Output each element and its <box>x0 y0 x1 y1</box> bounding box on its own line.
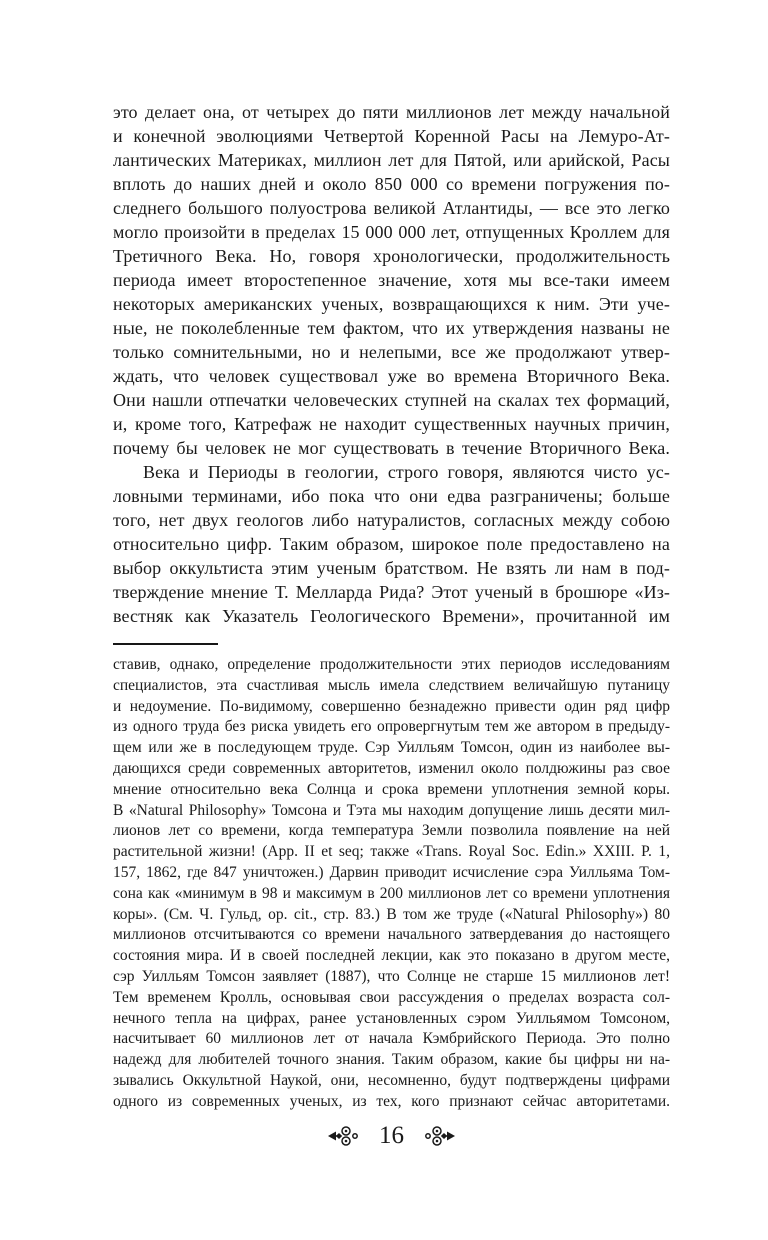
footnote-line: щем или же в последующем труде. Сэр Уилльям Томсон, один из наиболее вы- <box>113 739 670 757</box>
body-line: и конечной эволюциями Четвертой Коренной Расы на Лемуро-Ат- <box>113 126 670 146</box>
footnote-line: лионов лет со времени, когда температура Земли позволила появление на ней <box>113 822 670 840</box>
page-number: 16 <box>379 1122 404 1149</box>
body-line: это делает она, от четырех до пяти миллионов лет между начальной <box>113 102 670 122</box>
fleuron-right-icon <box>424 1125 456 1147</box>
body-line: следнего большого полуострова великой Атлантиды, — все это легко <box>113 198 670 218</box>
body-line: того, нет двух геологов либо натуралистов, согласных между собою <box>113 510 670 530</box>
body-line: только сомнительными, но и нелепыми, все же продолжают утвер- <box>113 342 670 362</box>
footnote-line: надежд для любителей точного знания. Таким образом, какие бы цифры ни на- <box>113 1051 670 1069</box>
footnote-line: ставив, однако, определение продолжительности этих периодов исследованиям <box>113 656 670 673</box>
fleuron-left-icon <box>327 1125 359 1147</box>
body-line: ловными терминами, ибо пока что они едва разграничены; больше <box>113 486 670 506</box>
footnote-line: одного из современных ученых, из тех, кого признают сейчас авторитетами. <box>113 1092 670 1110</box>
footnote-line: дающихся среди современных авторитетов, изменил около полдюжины раз свое <box>113 759 670 777</box>
footnote-separator-rule <box>113 643 218 645</box>
footnote-line: и недоумение. По-видимому, совершенно безнадежно привести один ряд цифр <box>113 697 670 715</box>
body-line: и, кроме того, Катрефаж не находит существенных научных причин, <box>113 414 670 434</box>
footnote-line: зывались Оккультной Наукой, они, несомненно, будут подтверждены цифрами <box>113 1071 670 1089</box>
body-line: лантических Материках, миллион лет для Пятой, или арийской, Расы <box>113 150 670 170</box>
body-line: ные, не поколебленные тем фактом, что их утверждения названы не <box>113 318 670 338</box>
footnote-line: из одного труда без риска увидеть его опровергнутым тем же автором в предыду- <box>113 718 670 736</box>
text-column <box>113 100 670 1113</box>
footnote-line: нечного тепла на цифрах, ранее установленных сэром Уилльямом Томсоном, <box>113 1009 670 1027</box>
footnote-line: сона как «минимум в 98 и максимум в 200 миллионов лет со времени уплотнения <box>113 884 670 902</box>
body-line: почему бы человек не мог существовать в течение Вторичного Века. <box>113 438 670 458</box>
footnote-line: состояния мира. И в своей последней лекции, как это показано в другом месте, <box>113 947 670 965</box>
body-line: относительно цифр. Таким образом, широкое поле предоставлено на <box>113 534 670 554</box>
body-line: некоторых американских ученых, возвращающихся к ним. Эти уче- <box>113 294 670 314</box>
footnote-line: коры». (См. Ч. Гульд, op. cit., стр. 83.) В том же труде («Natural Philosophy») 80 <box>113 905 670 923</box>
page-footer <box>113 1122 670 1150</box>
body-line: выбор оккультиста этим ученым братством. Не взять ли нам в под- <box>113 558 670 578</box>
body-line: могло произойти в пределах 15 000 000 лет, отпущенных Кроллем для <box>113 222 670 242</box>
footnote-line: 157, 1862, где 847 уничтожен.) Дарвин приводит исчисление сэра Уилльяма Том- <box>113 863 670 881</box>
body-text <box>113 100 670 628</box>
body-line: Третичного Века. Но, говоря хронологически, продолжительность <box>113 246 670 266</box>
footnote-line: Тем временем Кролль, основывая свои рассуждения о пределах возраста сол- <box>113 988 670 1006</box>
body-line: ждать, что человек существовал уже во времена Вторичного Века. <box>113 366 670 386</box>
body-line: периода имеет второстепенное значение, хотя мы все-таки имеем <box>113 270 670 290</box>
footnote-line: В «Natural Philosophy» Томсона и Тэта мы находим допущение лишь десяти мил- <box>113 801 670 819</box>
body-line: вестняк как Указатель Геологического Времени», прочитанной им <box>113 606 670 626</box>
body-line: Они нашли отпечатки человеческих ступней на скалах тех формаций, <box>113 390 670 410</box>
footnote-line: сэр Уилльям Томсон заявляет (1887), что Солнце не старше 15 миллионов лет! <box>113 967 670 985</box>
footnote-line: насчитывает 60 миллионов лет от начала Кэмбрийского Периода. Это полно <box>113 1030 670 1048</box>
body-line: вплоть до наших дней и около 850 000 со времени погружения по- <box>113 174 670 194</box>
footnote-text <box>113 655 670 1113</box>
footnote-line: специалистов, эта счастливая мысль имела следствием величайшую путаницу <box>113 676 670 694</box>
body-line: тверждение мнение Т. Мелларда Рида? Этот ученый в брошюре «Из- <box>113 582 670 602</box>
footnote-line: растительной жизни! (App. II et seq; также «Trans. Royal Soc. Edin.» XXIII. P. 1, <box>113 843 670 861</box>
body-line: Века и Периоды в геологии, строго говоря, являются чисто ус- <box>143 462 670 482</box>
footnote-line: миллионов отсчитываются со времени начального затвердевания до настоящего <box>113 926 670 944</box>
footnote-line: мнение относительно века Солнца и срока времени уплотнения земной коры. <box>113 780 670 798</box>
